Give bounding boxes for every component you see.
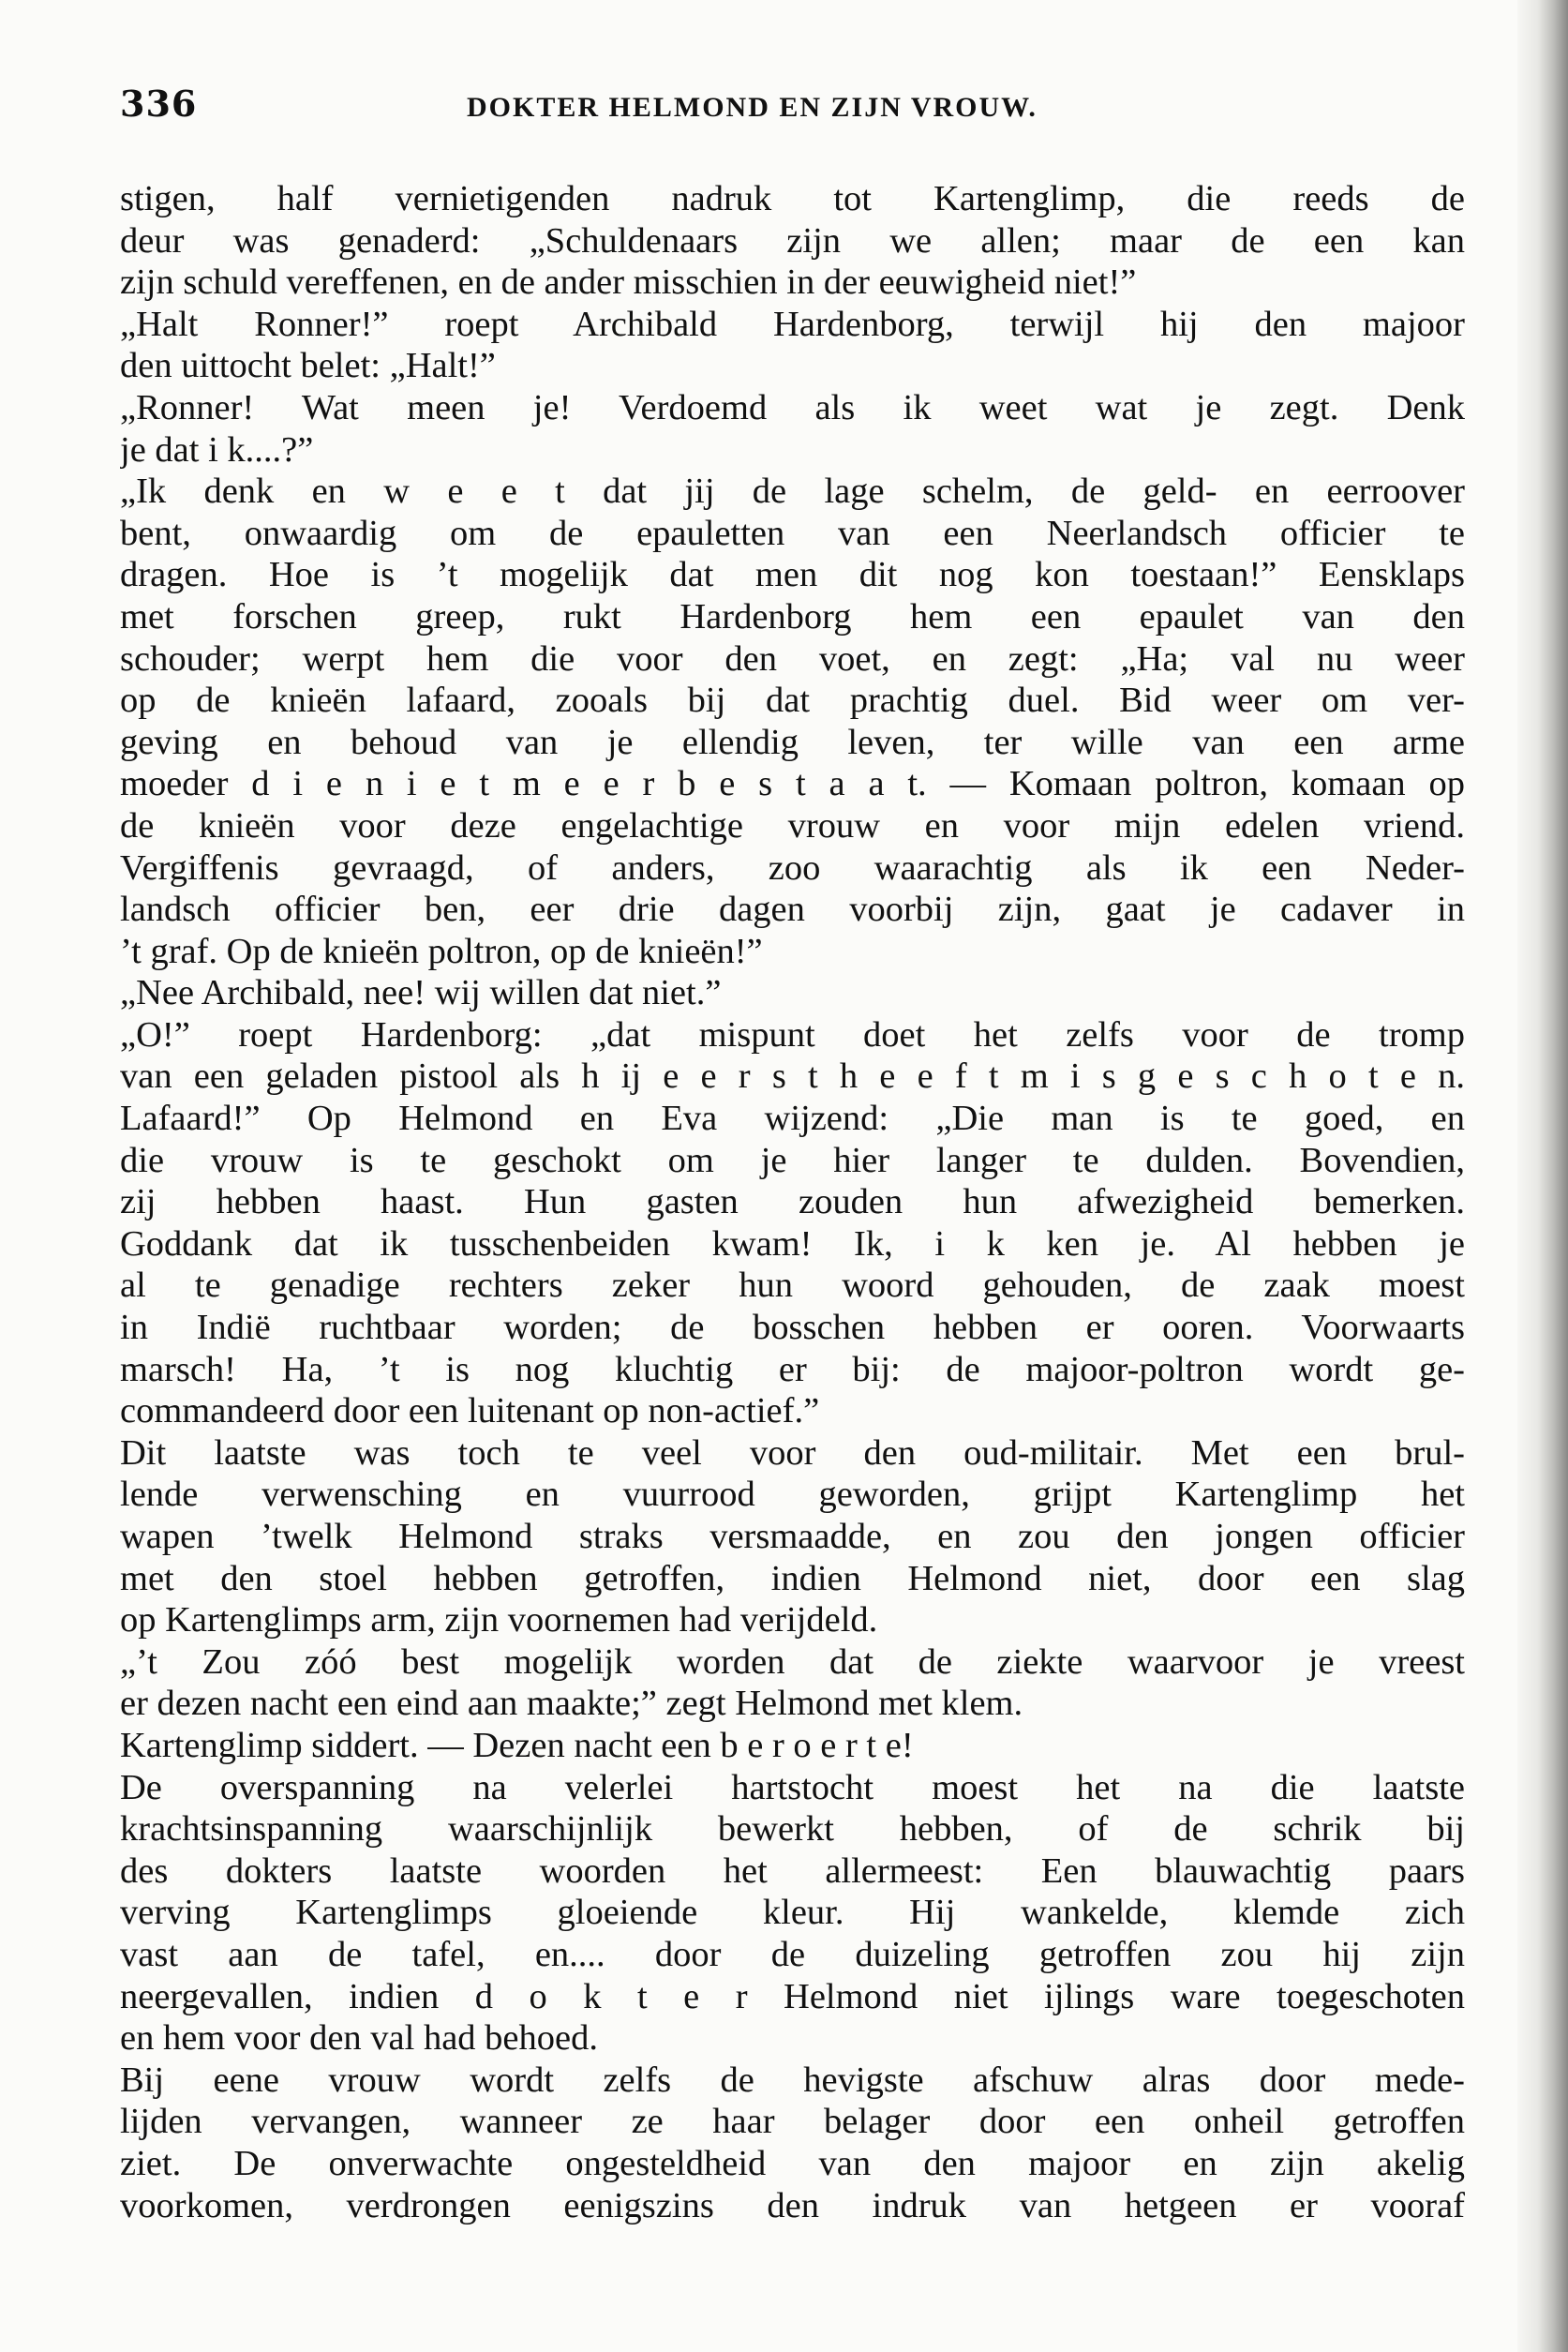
page-header xyxy=(120,82,1470,139)
text-line: geving en behoud van je ellendig leven, ter wille van een arme xyxy=(120,722,1465,762)
text-line: schouder; werpt hem die voor den voet, en zegt: „Ha; val nu weer xyxy=(120,638,1465,679)
text-line: Bij eene vrouw wordt zelfs de hevigste afschuw alras door mede- xyxy=(120,2060,1465,2100)
text-line: wapen ’twelk Helmond straks versmaadde, en zou den jongen officier xyxy=(120,1517,1465,1556)
text-line: „Ronner! Wat meen je! Verdoemd als ik weet wat je zegt. Denk xyxy=(120,387,1465,427)
text-line: voorkomen, verdrongen eenigszins den indruk van hetgeen er vooraf xyxy=(120,2185,1465,2225)
text-line: Lafaard!” Op Helmond en Eva wijzend: „Die man is te goed, en xyxy=(120,1099,1465,1139)
text-line: moeder d i e n i e t m e e r b e s t a a t. — Komaan poltron, komaan op xyxy=(120,764,1465,804)
text-line: „Halt Ronner!” roept Archibald Hardenborg, terwijl hij den majoor xyxy=(120,304,1465,344)
text-line: lende verwensching en vuurrood geworden, grijpt Kartenglimp het xyxy=(120,1475,1465,1515)
text-line: commandeerd door een luitenant op non-actief.” xyxy=(120,1391,820,1431)
text-line: al te genadige rechters zeker hun woord gehouden, de zaak moest xyxy=(120,1266,1465,1306)
text-line: Goddank dat ik tusschenbeiden kwam! Ik, i k ken je. Al hebben je xyxy=(120,1223,1465,1264)
text-line: krachtsinspanning waarschijnlijk bewerkt hebben, of de schrik bij xyxy=(120,1809,1465,1850)
text-line: die vrouw is te geschokt om je hier langer te dulden. Bovendien, xyxy=(120,1140,1465,1180)
text-line: en hem voor den val had behoed. xyxy=(120,2018,598,2059)
running-title: DOKTER HELMOND EN ZIJN VROUW. xyxy=(467,92,1038,123)
text-line: Dit laatste was toch te veel voor den oud-militair. Met een brul- xyxy=(120,1432,1465,1473)
text-line: den uittocht belet: „Halt!” xyxy=(120,346,496,386)
text-line: verving Kartenglimps gloeiende kleur. Hij wankelde, klemde zich xyxy=(120,1893,1465,1933)
text-line: „Ik denk en w e e t dat jij de lage schelm, de geld- en eerroover xyxy=(120,472,1465,512)
text-line: vast aan de tafel, en.... door de duizeling getroffen zou hij zijn xyxy=(120,1934,1465,1974)
text-line: zij hebben haast. Hun gasten zouden hun afwezigheid bemerken. xyxy=(120,1182,1465,1222)
text-line: neergevallen, indien d o k t e r Helmond niet ijlings ware toegeschoten xyxy=(120,1976,1465,2016)
text-line: marsch! Ha, ’t is nog kluchtig er bij: de majoor-poltron wordt ge- xyxy=(120,1349,1465,1389)
text-line: op Kartenglimps arm, zijn voornemen had verijdeld. xyxy=(120,1600,878,1640)
text-line: op de knieën lafaard, zooals bij dat prachtig duel. Bid weer om ver- xyxy=(120,681,1465,721)
text-line: de knieën voor deze engelachtige vrouw en voor mijn edelen vriend. xyxy=(120,805,1465,846)
text-line: „Nee Archibald, nee! wij willen dat niet.” xyxy=(120,973,722,1013)
text-line: met den stoel hebben getroffen, indien Helmond niet, door een slag xyxy=(120,1558,1465,1598)
text-line: deur was genaderd: „Schuldenaars zijn we allen; maar de een kan xyxy=(120,220,1465,261)
text-line: van een geladen pistool als h ij e e r s t h e e f t m i s g e s c h o t e n. xyxy=(120,1056,1465,1097)
text-line: dragen. Hoe is ’t mogelijk dat men dit nog kon toestaan!” Eensklaps xyxy=(120,555,1465,595)
body-text xyxy=(120,178,1465,2226)
text-line: des dokters laatste woorden het allermeest: Een blauwachtig paars xyxy=(120,1850,1465,1891)
text-line: met forschen greep, rukt Hardenborg hem een epaulet van den xyxy=(120,596,1465,637)
text-line: landsch officier ben, eer drie dagen voorbij zijn, gaat je cadaver in xyxy=(120,890,1465,930)
text-line: bent, onwaardig om de epauletten van een Neerlandsch officier te xyxy=(120,513,1465,553)
text-line: lijden vervangen, wanneer ze haar belager door een onheil getroffen xyxy=(120,2102,1465,2142)
text-line: ’t graf. Op de knieën poltron, op de knieën!” xyxy=(120,931,763,971)
text-line: er dezen nacht een eind aan maakte;” zegt Helmond met klem. xyxy=(120,1684,1023,1724)
page-number: 336 xyxy=(120,82,198,125)
text-line: „’t Zou zóó best mogelijk worden dat de ziekte waarvoor je vreest xyxy=(120,1641,1465,1682)
text-line: je dat i k....?” xyxy=(120,429,314,470)
text-line: ziet. De onverwachte ongesteldheid van den majoor en zijn akelig xyxy=(120,2143,1465,2183)
text-line: Vergiffenis gevraagd, of anders, zoo waarachtig als ik een Neder- xyxy=(120,847,1465,888)
text-line: Kartenglimp siddert. — Dezen nacht een b e r o e r t e! xyxy=(120,1725,914,1765)
text-line: zijn schuld vereffenen, en de ander misschien in der eeuwigheid niet!” xyxy=(120,262,1137,303)
text-line: in Indië ruchtbaar worden; de bosschen hebben er ooren. Voorwaarts xyxy=(120,1308,1465,1348)
text-line: De overspanning na velerlei hartstocht moest het na die laatste xyxy=(120,1767,1465,1807)
text-line: stigen, half vernietigenden nadruk tot Kartenglimp, die reeds de xyxy=(120,179,1465,218)
text-line: „O!” roept Hardenborg: „dat mispunt doet het zelfs voor de tromp xyxy=(120,1014,1465,1055)
page-binding-edge xyxy=(1517,0,1568,2352)
